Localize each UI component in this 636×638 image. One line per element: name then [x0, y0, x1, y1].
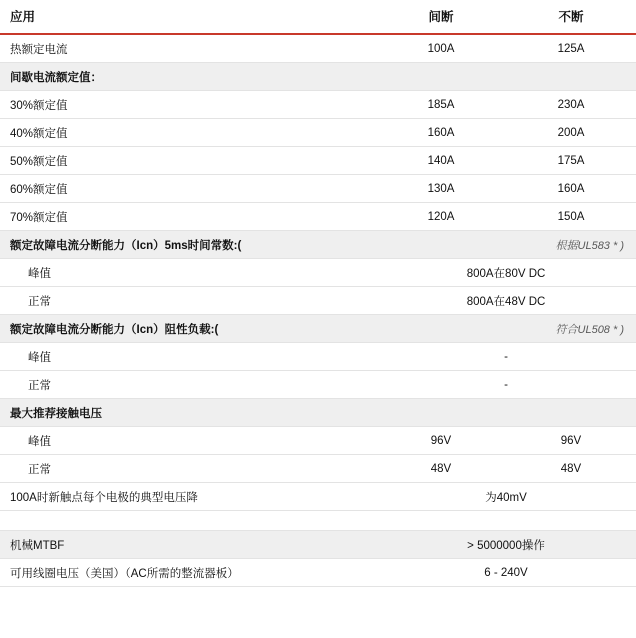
row-label: 峰值 — [0, 259, 376, 287]
row-value-continuous: 160A — [506, 175, 636, 203]
column-header-intermittent: 间断 — [376, 0, 506, 34]
row-value-span: > 5000000操作 — [376, 531, 636, 559]
row-value-span: 800A在48V DC — [376, 287, 636, 315]
table-row — [0, 63, 636, 91]
row-value-span: - — [376, 343, 636, 371]
table-row — [0, 34, 636, 63]
table-row — [0, 147, 636, 175]
row-value-span: 6 - 240V — [376, 559, 636, 587]
row-value-continuous — [506, 399, 636, 427]
row-value-continuous: 175A — [506, 147, 636, 175]
table-row — [0, 287, 636, 315]
row-value-continuous: 48V — [506, 455, 636, 483]
table-row — [0, 203, 636, 231]
row-value-continuous: 96V — [506, 427, 636, 455]
table-row — [0, 511, 636, 531]
row-value-intermittent: 185A — [376, 91, 506, 119]
row-value-intermittent: 160A — [376, 119, 506, 147]
row-label: 正常 — [0, 371, 376, 399]
table-row — [0, 119, 636, 147]
row-value-span: 800A在80V DC — [376, 259, 636, 287]
spacer-cell — [0, 511, 636, 531]
row-label: 40%额定值 — [0, 119, 376, 147]
row-value-intermittent: 130A — [376, 175, 506, 203]
row-value-intermittent: 120A — [376, 203, 506, 231]
table-row — [0, 483, 636, 511]
table-header — [0, 0, 636, 34]
row-value-continuous: 125A — [506, 34, 636, 63]
table-body — [0, 34, 636, 587]
row-standard-note: 符合UL508 * ) — [376, 315, 636, 343]
row-label: 50%额定值 — [0, 147, 376, 175]
table-row — [0, 371, 636, 399]
row-value-intermittent: 48V — [376, 455, 506, 483]
row-value-span: 为40mV — [376, 483, 636, 511]
row-label: 额定故障电流分断能力（Icn）5ms时间常数:( — [0, 231, 376, 259]
row-value-intermittent: 100A — [376, 34, 506, 63]
row-label: 热额定电流 — [0, 34, 376, 63]
row-value-continuous — [506, 63, 636, 91]
header-row — [0, 0, 636, 34]
table-row — [0, 91, 636, 119]
table-row — [0, 399, 636, 427]
table-row — [0, 343, 636, 371]
row-value-continuous: 200A — [506, 119, 636, 147]
row-label: 可用线圈电压（美国）（AC所需的整流器板） — [0, 559, 376, 587]
row-label: 正常 — [0, 455, 376, 483]
row-value-intermittent: 96V — [376, 427, 506, 455]
row-label: 100A时新触点每个电极的典型电压降 — [0, 483, 376, 511]
column-header-continuous: 不断 — [506, 0, 636, 34]
row-label: 峰值 — [0, 343, 376, 371]
table-row — [0, 231, 636, 259]
row-value-intermittent — [376, 399, 506, 427]
row-standard-note: 根据UL583 * ) — [376, 231, 636, 259]
table-row — [0, 175, 636, 203]
table-row — [0, 559, 636, 587]
table-row — [0, 427, 636, 455]
table-row — [0, 259, 636, 287]
row-value-continuous: 230A — [506, 91, 636, 119]
row-label: 最大推荐接触电压 — [0, 399, 376, 427]
table-row — [0, 455, 636, 483]
row-label: 60%额定值 — [0, 175, 376, 203]
table-row — [0, 531, 636, 559]
row-label: 间歇电流额定值： — [0, 63, 376, 91]
row-value-intermittent — [376, 63, 506, 91]
row-label: 机械MTBF — [0, 531, 376, 559]
row-value-intermittent: 140A — [376, 147, 506, 175]
row-label: 额定故障电流分断能力（Icn）阻性负载:( — [0, 315, 376, 343]
row-value-span: - — [376, 371, 636, 399]
column-header-application: 应用 — [0, 0, 376, 34]
table-row — [0, 315, 636, 343]
row-label: 30%额定值 — [0, 91, 376, 119]
row-value-continuous: 150A — [506, 203, 636, 231]
row-label: 峰值 — [0, 427, 376, 455]
row-label: 70%额定值 — [0, 203, 376, 231]
row-label: 正常 — [0, 287, 376, 315]
